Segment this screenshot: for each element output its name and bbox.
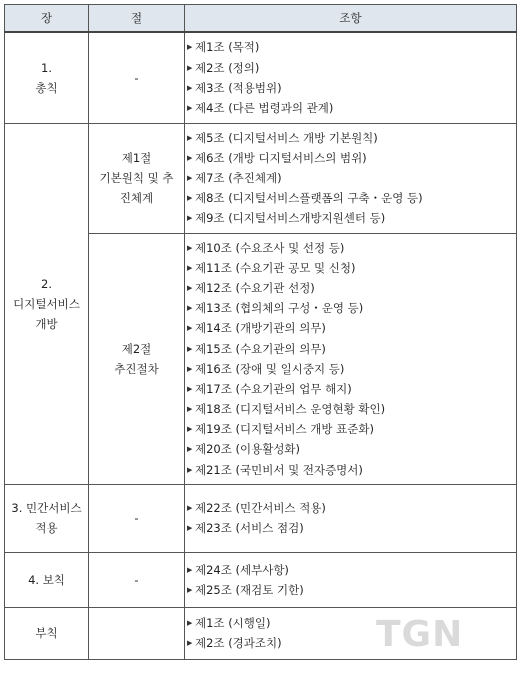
article-item: ▶ 제24조 (세부사항) — [187, 562, 289, 577]
chapter-title: 부칙 — [35, 626, 58, 641]
article-item: ▶ 제1조 (시행일) — [187, 616, 271, 631]
header-section: 절 — [89, 5, 185, 33]
article-item: ▶ 제6조 (개방 디지털서비스의 범위) — [187, 150, 367, 165]
bullet-icon: ▶ — [187, 304, 193, 313]
bullet-icon: ▶ — [187, 445, 193, 454]
bullet-icon: ▶ — [187, 405, 193, 414]
articles-cell — [185, 233, 517, 484]
chapter-title: 3. 민간서비스 — [11, 501, 82, 516]
section-empty: - — [134, 70, 139, 85]
article-item: ▶ 제10조 (수요조사 및 선정 등) — [187, 240, 345, 255]
article-item: ▶ 제18조 (디지털서비스 운영현황 확인) — [187, 402, 386, 417]
bullet-icon: ▶ — [187, 283, 193, 292]
bullet-icon: ▶ — [187, 619, 193, 628]
chapter-cell — [5, 552, 89, 607]
header-row — [5, 5, 517, 33]
table-row — [5, 552, 517, 607]
bullet-icon: ▶ — [187, 639, 193, 648]
section-number: 제2절 — [121, 341, 152, 356]
article-item: ▶ 제13조 (협의체의 구성・운영 등) — [187, 301, 364, 316]
chapter-title: 디지털서비스 — [13, 296, 80, 311]
article-item: ▶ 제15조 (수요기관의 의무) — [187, 341, 326, 356]
bullet-icon: ▶ — [187, 565, 193, 574]
article-item: ▶ 제1조 (목적) — [187, 40, 260, 55]
article-item: ▶ 제21조 (국민비서 및 전자증명서) — [187, 462, 363, 477]
article-item: ▶ 제7조 (추진체계) — [187, 171, 282, 185]
bullet-icon: ▶ — [187, 324, 193, 333]
section-empty: - — [134, 572, 139, 587]
bullet-icon: ▶ — [187, 465, 193, 474]
section-cell — [89, 552, 185, 607]
bullet-icon: ▶ — [187, 243, 193, 252]
article-item: ▶ 제2조 (정의) — [187, 60, 260, 75]
article-item: ▶ 제12조 (수요기관 선정) — [187, 280, 315, 295]
section-cell — [89, 32, 185, 123]
chapter-cell — [5, 32, 89, 123]
section-cell — [89, 484, 185, 552]
section-empty: - — [134, 511, 139, 526]
table-row — [5, 484, 517, 552]
chapter-cell — [5, 607, 89, 659]
bullet-icon: ▶ — [187, 384, 193, 393]
article-item: ▶ 제17조 (수요기관의 업무 해지) — [187, 381, 352, 396]
article-item: ▶ 제25조 (재검토 기한) — [187, 582, 304, 597]
article-item: ▶ 제20조 (이용활성화) — [187, 442, 301, 457]
bullet-icon: ▶ — [187, 153, 193, 162]
article-item: ▶ 제19조 (디지털서비스 개방 표준화) — [187, 422, 374, 437]
bullet-icon: ▶ — [187, 425, 193, 434]
bullet-icon: ▶ — [187, 194, 193, 203]
regulation-structure-table — [4, 4, 517, 660]
bullet-icon: ▶ — [187, 364, 193, 373]
article-item: ▶ 제2조 (경과조치) — [187, 636, 282, 651]
section-title-cont: 진체계 — [119, 191, 154, 205]
bullet-icon: ▶ — [187, 344, 193, 353]
section-title: 추진절차 — [114, 361, 159, 376]
bullet-icon: ▶ — [187, 43, 193, 52]
chapter-title: 4. 보칙 — [28, 572, 65, 587]
article-item: ▶ 제14조 (개방기관의 의무) — [187, 321, 326, 336]
bullet-icon: ▶ — [187, 585, 193, 594]
article-item: ▶ 제23조 (서비스 점검) — [187, 521, 304, 536]
articles-cell — [185, 32, 517, 123]
bullet-icon: ▶ — [187, 174, 193, 182]
bullet-icon: ▶ — [187, 504, 193, 513]
chapter-cell — [5, 484, 89, 552]
chapter-title-cont: 적용 — [35, 521, 58, 536]
bullet-icon: ▶ — [187, 83, 193, 92]
table-row — [5, 32, 517, 123]
article-item: ▶ 제9조 (디지털서비스개방지원센터 등) — [187, 211, 386, 226]
article-item: ▶ 제16조 (장애 및 일시중지 등) — [187, 361, 345, 376]
bullet-icon: ▶ — [187, 133, 193, 142]
chapter-title-cont: 개방 — [35, 316, 58, 331]
articles-cell — [185, 607, 517, 659]
articles-cell — [185, 552, 517, 607]
article-item: ▶ 제5조 (디지털서비스 개방 기본원칙) — [187, 130, 378, 145]
bullet-icon: ▶ — [187, 524, 193, 533]
table-row — [5, 123, 517, 233]
chapter-number: 2. — [41, 276, 52, 291]
chapter-title: 총칙 — [35, 80, 58, 95]
header-articles: 조항 — [185, 5, 517, 33]
article-item: ▶ 제11조 (수요기관 공모 및 신청) — [187, 260, 356, 275]
tgn-watermark-logo: TGN — [376, 614, 464, 655]
article-item: ▶ 제22조 (민간서비스 적용) — [187, 501, 326, 516]
section-number: 제1절 — [121, 151, 152, 165]
article-item: ▶ 제4조 (다른 법령과의 관계) — [187, 101, 334, 116]
bullet-icon: ▶ — [187, 214, 193, 223]
article-item: ▶ 제3조 (적용범위) — [187, 80, 282, 95]
chapter-number: 1. — [41, 60, 52, 75]
bullet-icon: ▶ — [187, 263, 193, 272]
bullet-icon: ▶ — [187, 104, 193, 113]
section-cell — [89, 123, 185, 233]
chapter-cell — [5, 123, 89, 484]
section-cell — [89, 607, 185, 659]
bullet-icon: ▶ — [187, 63, 193, 72]
header-chapter: 장 — [5, 5, 89, 33]
section-cell — [89, 233, 185, 484]
articles-cell — [185, 123, 517, 233]
section-title: 기본원칙 및 추 — [99, 171, 174, 185]
article-item: ▶ 제8조 (디지털서비스플랫폼의 구축・운영 등) — [187, 191, 423, 206]
articles-cell — [185, 484, 517, 552]
